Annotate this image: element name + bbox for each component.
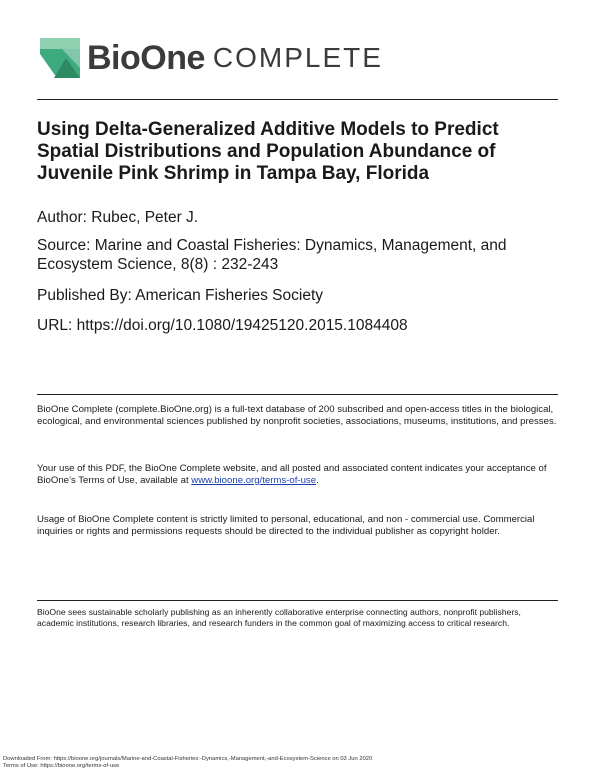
- bioone-logo[interactable]: [40, 38, 383, 78]
- header-divider: [37, 99, 558, 100]
- article-url: URL: https://doi.org/10.1080/19425120.2015.1084408: [37, 317, 408, 334]
- logo-brand-text: BioOne: [87, 39, 205, 77]
- terms-of-use-link[interactable]: www.bioone.org/terms-of-use: [191, 474, 317, 486]
- usage-notice: Usage of BioOne Complete content is strictly limited to personal, educational, and non - commercial use. Commercial inquiries or rights and permissions requests should be directed to the individual publisher as copyright holder.: [37, 514, 535, 537]
- bioone-logo-icon: [40, 38, 80, 78]
- terms-notice-suffix: .: [316, 474, 319, 486]
- article-publisher: Published By: American Fisheries Society: [37, 287, 324, 304]
- mission-divider: [37, 600, 558, 601]
- notice-divider: [37, 394, 558, 395]
- download-info: Downloaded From: https://bioone.org/journals/Marine-and-Coastal-Fisheries:-Dynamics,-Management,-and-Ecosystem-Science on 03 Jun 2020: [3, 756, 373, 762]
- terms-notice-prefix: Your use of this PDF, the BioOne Complete website, and all posted and associated content indicates your acceptance of BioOne’s Terms of Use, available at: [37, 463, 547, 486]
- logo-product-text: COMPLETE: [212, 42, 383, 73]
- article-title: Using Delta-Generalized Additive Models to Predict Spatial Distributions and Population Abundance of Juvenile Pink Shrimp in Tampa Bay, Florida: [37, 119, 499, 184]
- article-author: Author: Rubec, Peter J.: [37, 209, 199, 226]
- about-notice: BioOne Complete (complete.BioOne.org) is a full-text database of 200 subscribed and open-access titles in the biological, ecological, and environmental sciences published by nonprofit societies, associations, museums, institutions, and presses.: [37, 404, 557, 427]
- mission-statement: BioOne sees sustainable scholarly publishing as an inherently collaborative enterprise connecting authors, nonprofit publishers, academic institutions, research libraries, and research funders in the common goal of maximizing access to critical research.: [37, 607, 521, 628]
- terms-of-use-footer: Terms of Use: https://bioone.org/terms-of-use: [3, 763, 120, 769]
- terms-notice: [37, 463, 557, 486]
- article-source: Source: Marine and Coastal Fisheries: Dynamics, Management, and Ecosystem Science, 8(8) : 232-243: [37, 237, 507, 273]
